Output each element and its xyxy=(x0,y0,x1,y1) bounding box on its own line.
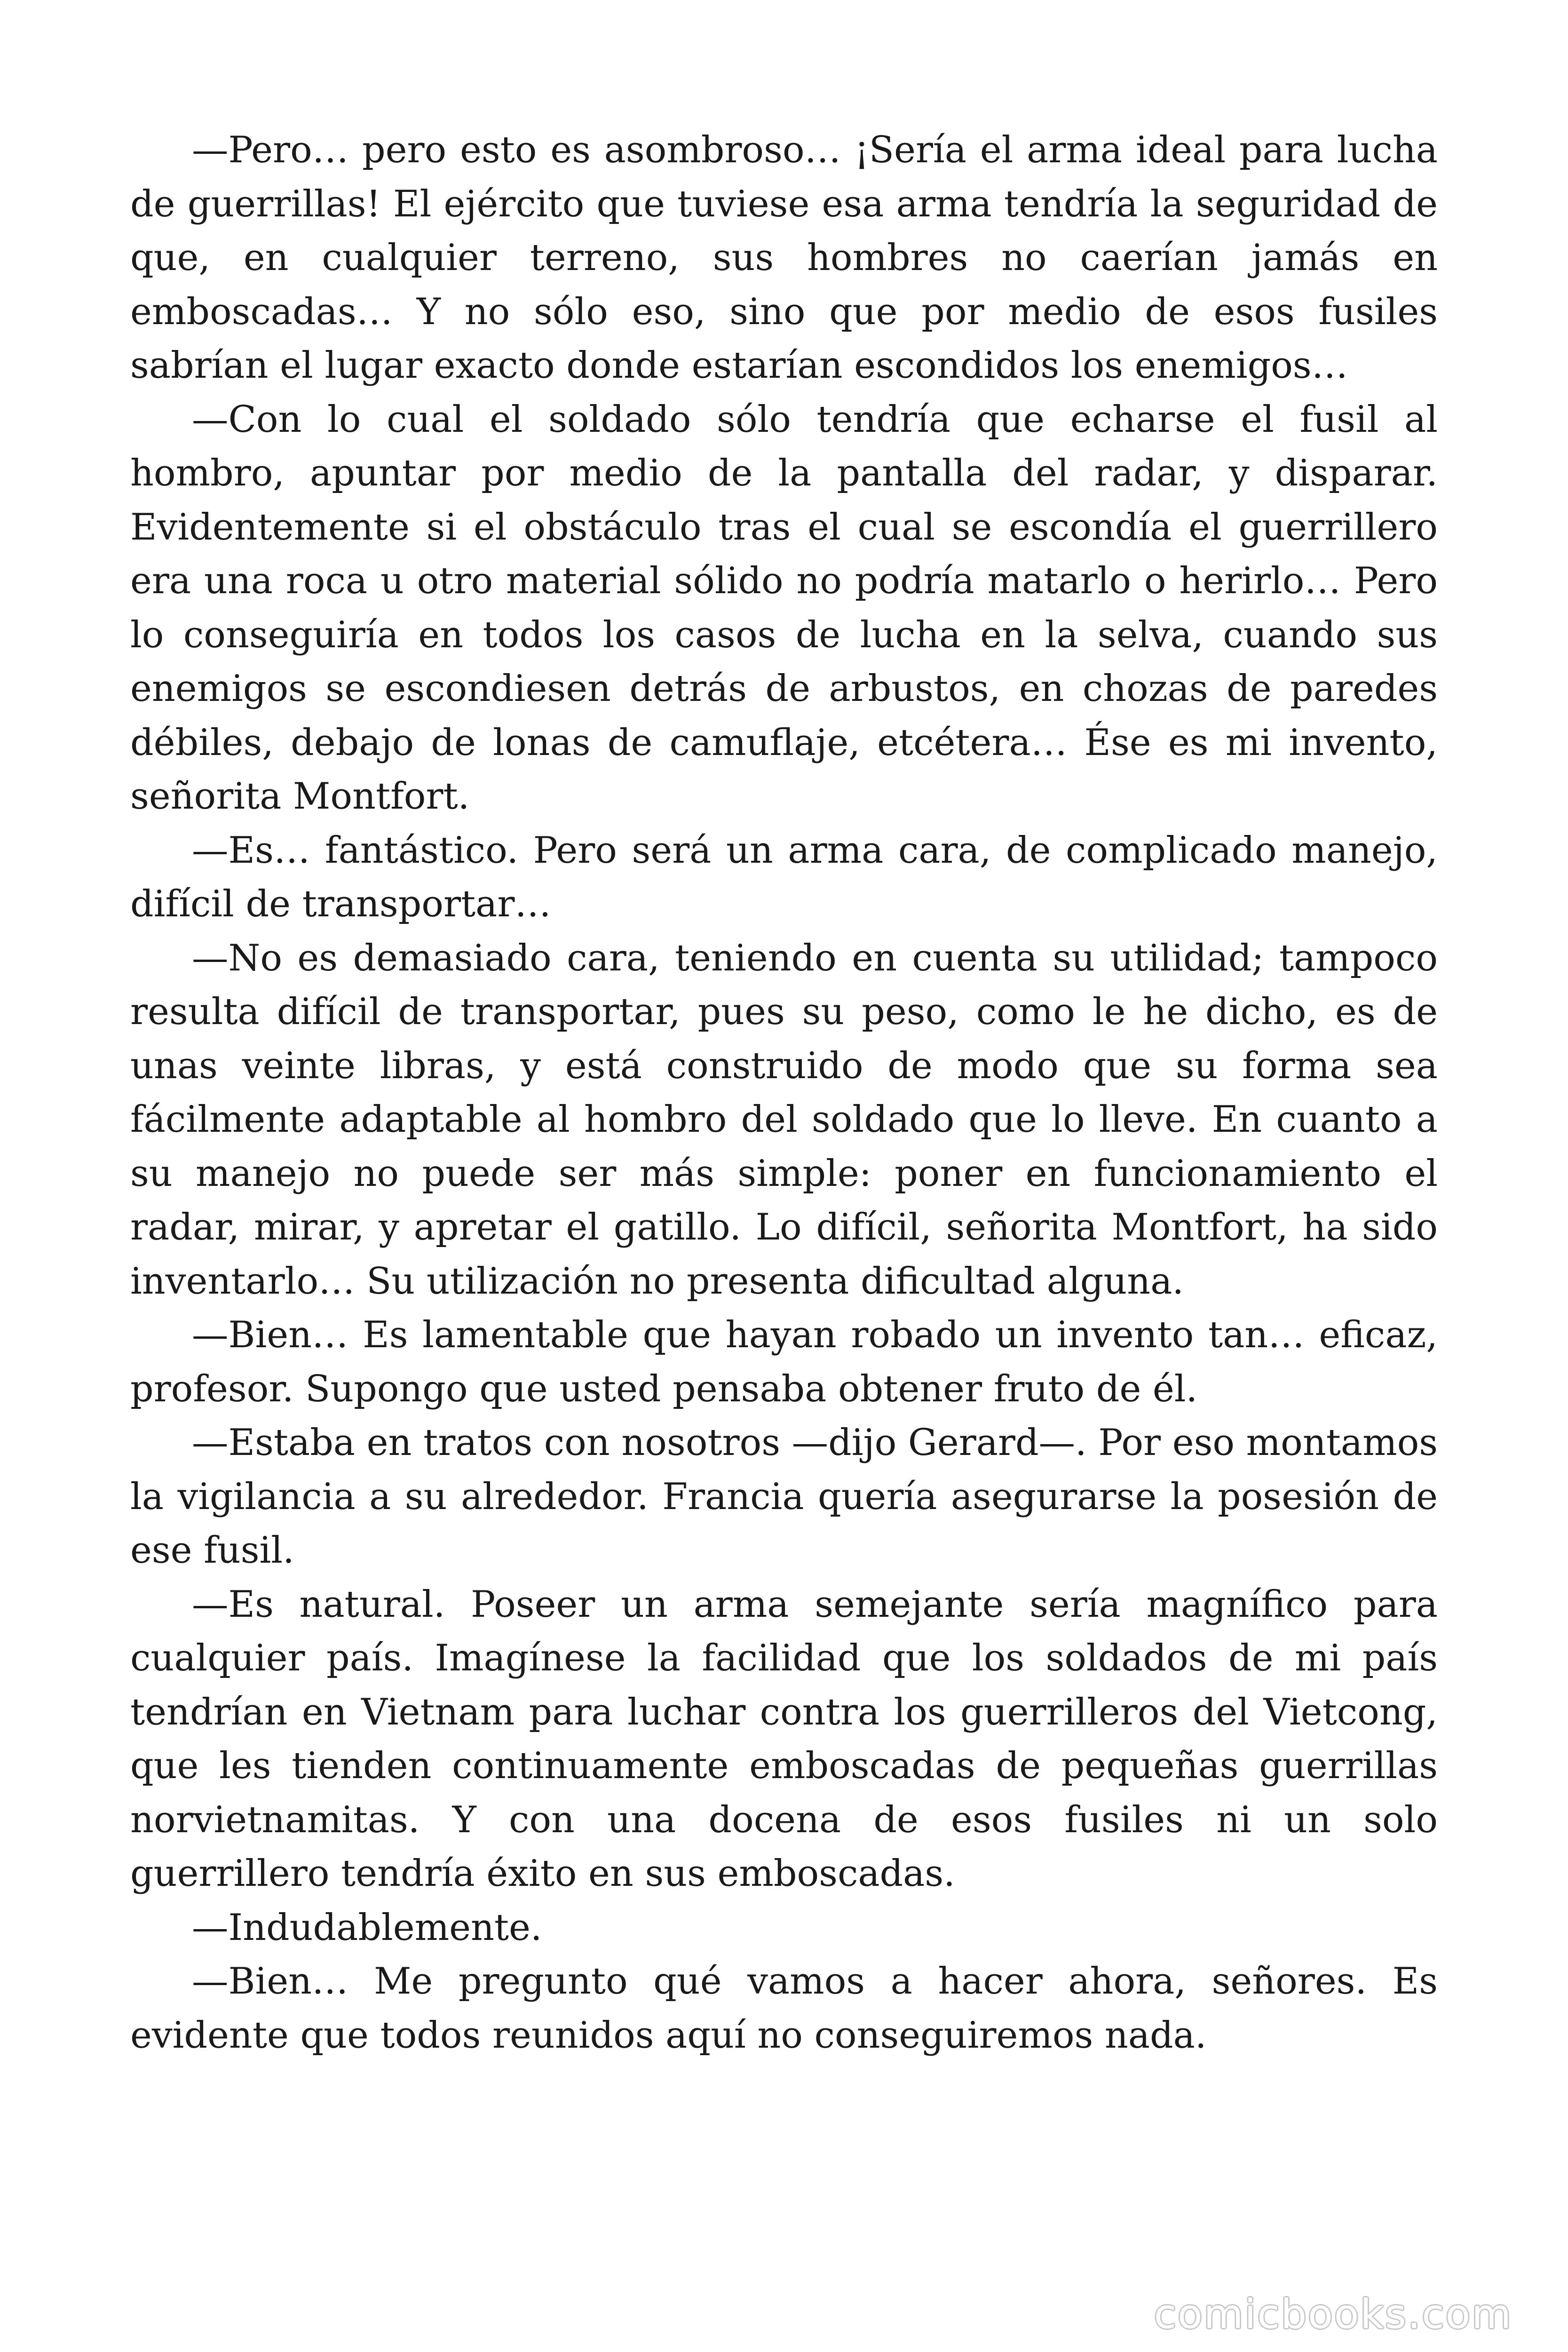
page-text xyxy=(130,123,1438,2062)
paragraph: —Indudablemente. xyxy=(192,1906,542,1949)
paragraph: —Estaba en tratos con nosotros —dijo Gerard—. Por eso montamos la vigilancia a su alrededor. Francia quería asegurarse la posesión de ese fusil. xyxy=(130,1422,1438,1572)
paragraph: —Bien… Me pregunto qué vamos a hacer ahora, señores. Es evidente que todos reunidos aquí no conseguiremos nada. xyxy=(130,1960,1438,2057)
paragraph: —No es demasiado cara, teniendo en cuenta su utilidad; tampoco resulta difícil de transportar, pues su peso, como le he dicho, es de unas veinte libras, y está construido de modo que su forma sea fácilmente adaptable al hombro del soldado que lo lleve. En cuanto a su manejo no puede ser más simple: poner en funcionamiento el radar, mirar, y apretar el gatillo. Lo difícil, señorita Montfort, ha sido inventarlo… Su utilización no presenta dificultad alguna. xyxy=(130,937,1438,1303)
paragraph: —Es natural. Poseer un arma semejante sería magnífico para cualquier país. Imagínese la facilidad que los soldados de mi país tendrían en Vietnam para luchar contra los guerrilleros del Vietcong, que les tienden continuamente emboscadas de pequeñas guerrillas norvietnamitas. Y con una docena de esos fusiles ni un solo guerrillero tendría éxito en sus emboscadas. xyxy=(130,1583,1438,1895)
paragraph: —Es… fantástico. Pero será un arma cara, de complicado manejo, difícil de transportar… xyxy=(130,829,1438,925)
paragraph: —Pero… pero esto es asombroso… ¡Sería el arma ideal para lucha de guerrillas! El ejército que tuviese esa arma tendría la seguridad de que, en cualquier terreno, sus hombres no caerían jamás en emboscadas… Y no sólo eso, sino que por medio de esos fusiles sabrían el lugar exacto donde estarían escondidos los enemigos… xyxy=(130,129,1438,387)
watermark: comicbooks.com xyxy=(1154,2291,1513,2338)
paragraph: —Bien… Es lamentable que hayan robado un invento tan… eficaz, profesor. Supongo que usted pensaba obtener fruto de él. xyxy=(130,1314,1438,1410)
paragraph: —Con lo cual el soldado sólo tendría que echarse el fusil al hombro, apuntar por medio de la pantalla del radar, y disparar. Evidentemente si el obstáculo tras el cual se escondía el guerrillero era una roca u otro material sólido no podría matarlo o herirlo… Pero lo conseguiría en todos los casos de lucha en la selva, cuando sus enemigos se escondiesen detrás de arbustos, en chozas de paredes débiles, debajo de lonas de camuflaje, etcétera… Ése es mi invento, señorita Montfort. xyxy=(130,398,1438,818)
